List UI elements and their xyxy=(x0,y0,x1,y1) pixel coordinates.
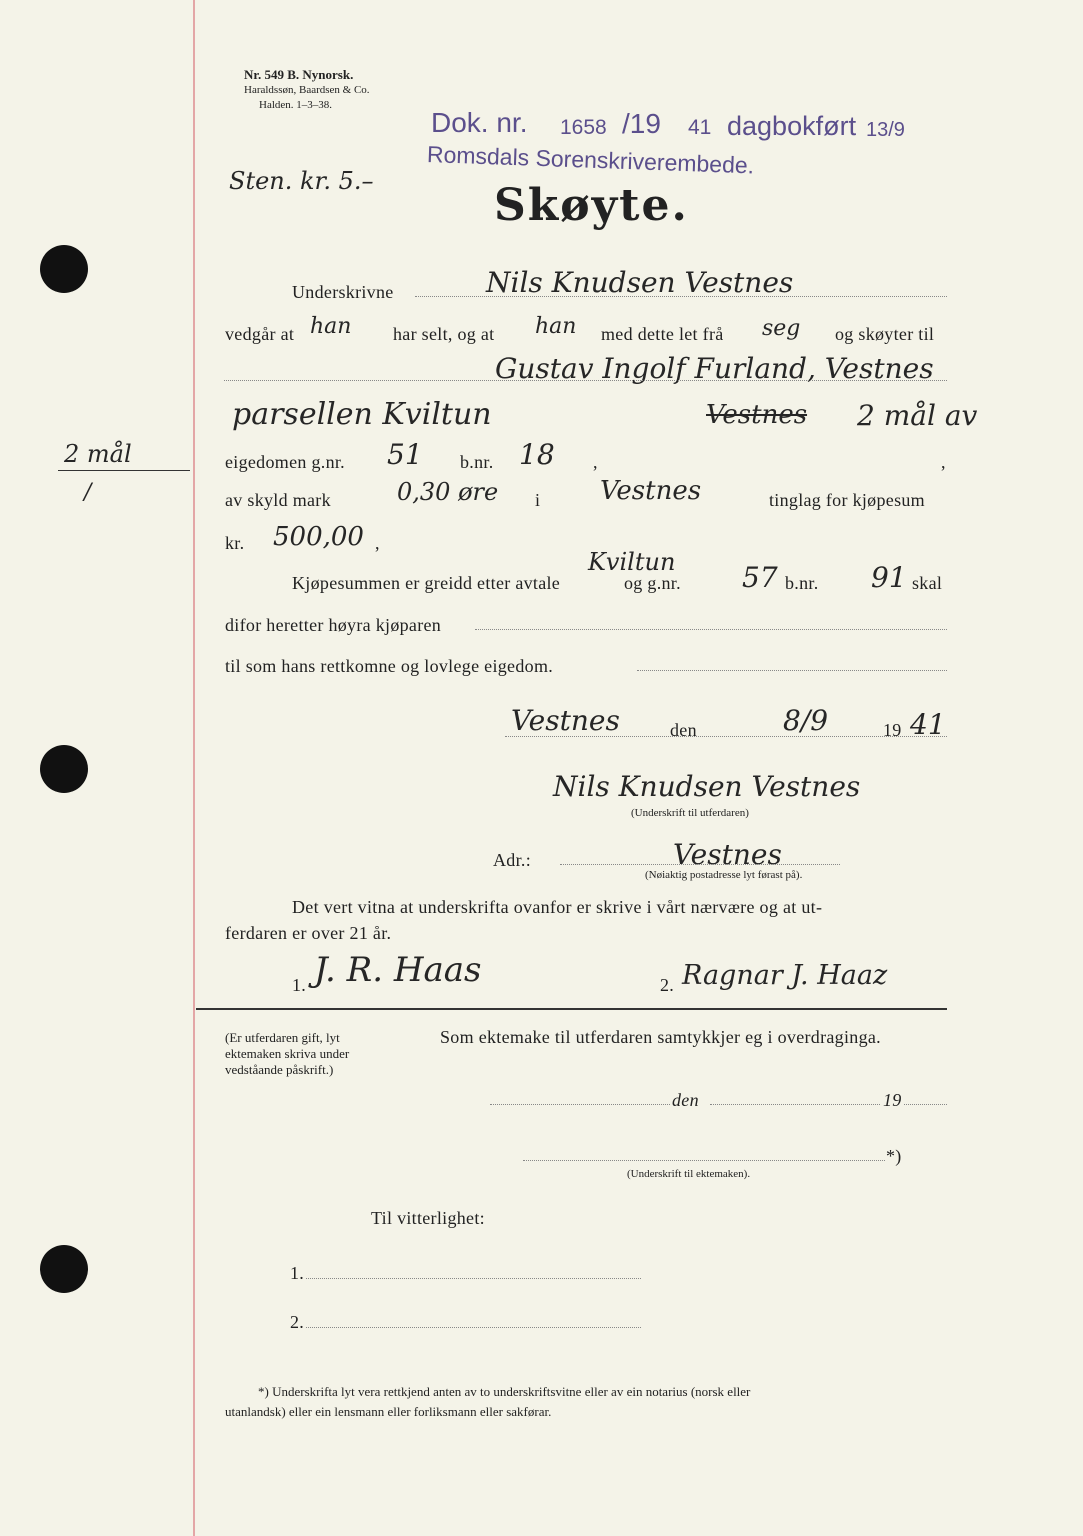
margin-note-underline xyxy=(58,470,190,471)
label-underskrivne: Underskrivne xyxy=(292,282,394,302)
pronoun-seg: seg xyxy=(762,316,801,341)
witness-2-number: 2. xyxy=(660,975,675,995)
margin-mark: / xyxy=(84,480,92,505)
spouse-label-19: 19 xyxy=(883,1090,902,1110)
bnr2-value: 91 xyxy=(871,561,907,594)
witness-statement-line1: Det vert vitna at underskrifta ovanfor er skrive i vårt nærvære og at ut- xyxy=(292,897,823,917)
label-til-vitterlighet: Til vitterlighet: xyxy=(371,1208,485,1228)
label-difor: difor heretter høyra kjøparen xyxy=(225,615,442,635)
place-name: Vestnes xyxy=(511,704,620,737)
skyld-value: 0,30 øre xyxy=(397,478,499,506)
signature-caption: (Underskrift til utferdaren) xyxy=(631,807,749,819)
punch-hole xyxy=(40,1245,88,1293)
dotted-line xyxy=(637,670,947,671)
parcel-area: 2 mål av xyxy=(857,399,978,432)
tinglag-name: Vestnes xyxy=(600,476,702,506)
label-til-som: til som hans rettkomne og lovlege eigedom. xyxy=(225,656,554,676)
label-den: den xyxy=(670,720,697,740)
dotted-line xyxy=(490,1104,670,1105)
spouse-footnote-mark: *) xyxy=(886,1146,902,1166)
spouse-label-den: den xyxy=(672,1090,699,1110)
pronoun-han-1: han xyxy=(310,314,352,339)
label-i: i xyxy=(535,490,541,510)
spouse-signature-caption: (Underskrift til ektemaken). xyxy=(627,1168,751,1180)
dotted-line xyxy=(710,1104,880,1105)
stamp-dok-nr: Dok. nr. xyxy=(431,107,528,138)
dotted-line xyxy=(505,736,947,737)
punch-hole xyxy=(40,245,88,293)
stamp-office: Romsdals Sorenskriverembede. xyxy=(426,141,755,179)
label-bnr: b.nr. xyxy=(785,573,819,593)
price-value: 500,00 xyxy=(273,522,364,552)
dotted-line xyxy=(224,380,947,381)
label-vedgar-at: vedgår at xyxy=(225,324,295,344)
dotted-line xyxy=(306,1278,641,1279)
witness-statement-line2: ferdaren er over 21 år. xyxy=(225,923,392,943)
spouse-consent-text: Som ektemake til utferdaren samtykkjer eg i overdraginga. xyxy=(440,1027,881,1047)
label-adr: Adr.: xyxy=(493,850,532,870)
label-kr: kr. xyxy=(225,533,245,553)
comma: , xyxy=(375,533,380,553)
label-og-skoyter: og skøyter til xyxy=(835,324,935,344)
dotted-line xyxy=(523,1160,885,1161)
document-title: Skøyte. xyxy=(494,180,689,231)
dotted-line xyxy=(560,864,840,865)
label-eigedomen-gnr: eigedomen g.nr. xyxy=(225,452,345,472)
bnr-value: 18 xyxy=(519,438,555,471)
year-value: 41 xyxy=(910,708,946,741)
married-note-line2: ektemaken skriva under xyxy=(225,1046,350,1061)
seller-address: Vestnes xyxy=(673,838,782,871)
dotted-line xyxy=(904,1104,947,1105)
form-publisher: Haraldssøn, Baardsen & Co. xyxy=(244,84,370,96)
gnr2-value: 57 xyxy=(742,561,778,594)
dotted-line xyxy=(306,1327,641,1328)
stamp-doc-number: 1658 xyxy=(560,116,607,139)
comma: , xyxy=(593,452,598,472)
label-kjopesummen: Kjøpesummen er greidd etter avtale xyxy=(292,573,561,593)
section-divider xyxy=(196,1008,947,1010)
margin-line xyxy=(193,0,195,1536)
vitterlighet-2-number: 2. xyxy=(290,1312,305,1332)
form-place-date: Halden. 1–3–38. xyxy=(259,99,333,111)
witness-2-signature: Ragnar J. Haaz xyxy=(682,960,888,991)
buyer-name: Gustav Ingolf Furland, Vestnes xyxy=(495,352,934,385)
stamp-date: 13/9 xyxy=(866,119,905,141)
dotted-line xyxy=(475,629,947,630)
label-med-dette: med dette let frå xyxy=(601,324,724,344)
avtale-insert: Kviltun xyxy=(588,548,676,576)
label-og-gnr: og g.nr. xyxy=(624,573,681,593)
address-caption: (Nøiaktig postadresse lyt førast på). xyxy=(645,869,803,881)
label-19: 19 xyxy=(883,720,902,740)
date-value: 8/9 xyxy=(783,704,829,737)
form-number: Nr. 549 B. Nynorsk. xyxy=(244,67,354,82)
punch-hole xyxy=(40,745,88,793)
witness-1-signature: J. R. Haas xyxy=(314,950,482,990)
area-margin-note: 2 mål xyxy=(64,440,132,468)
seller-name: Nils Knudsen Vestnes xyxy=(486,266,794,299)
label-skal: skal xyxy=(912,573,943,593)
stamp-dagbokfort: dagbokført xyxy=(727,111,857,141)
married-note-line1: (Er utferdaren gift, lyt xyxy=(225,1030,340,1045)
label-av-skyld-mark: av skyld mark xyxy=(225,490,331,510)
label-tinglag: tinglag for kjøpesum xyxy=(769,490,925,510)
gnr-value: 51 xyxy=(387,438,423,471)
stamp-fee-note: Sten. kr. 5.– xyxy=(229,167,374,195)
footnote-line2: utanlandsk) eller ein lensmann eller forliksmann eller sakførar. xyxy=(225,1404,552,1419)
label-bnr: b.nr. xyxy=(460,452,494,472)
stamp-slash-year: /19 xyxy=(622,108,661,139)
witness-1-number: 1. xyxy=(292,975,307,995)
stamp-year: 41 xyxy=(688,116,712,139)
footnote-line1: *) Underskrifta lyt vera rettkjend anten av to underskriftsvitne eller av ein notarius (norsk eller xyxy=(258,1384,751,1399)
parcel-name: parsellen Kviltun xyxy=(232,397,492,432)
label-har-selt: har selt, og at xyxy=(393,324,495,344)
vitterlighet-1-number: 1. xyxy=(290,1263,305,1283)
seller-signature: Nils Knudsen Vestnes xyxy=(553,770,861,803)
pronoun-han-2: han xyxy=(535,314,577,339)
married-note-line3: vedståande påskrift.) xyxy=(225,1062,334,1077)
comma: , xyxy=(941,452,946,472)
struck-word: Vestnes xyxy=(706,400,808,430)
